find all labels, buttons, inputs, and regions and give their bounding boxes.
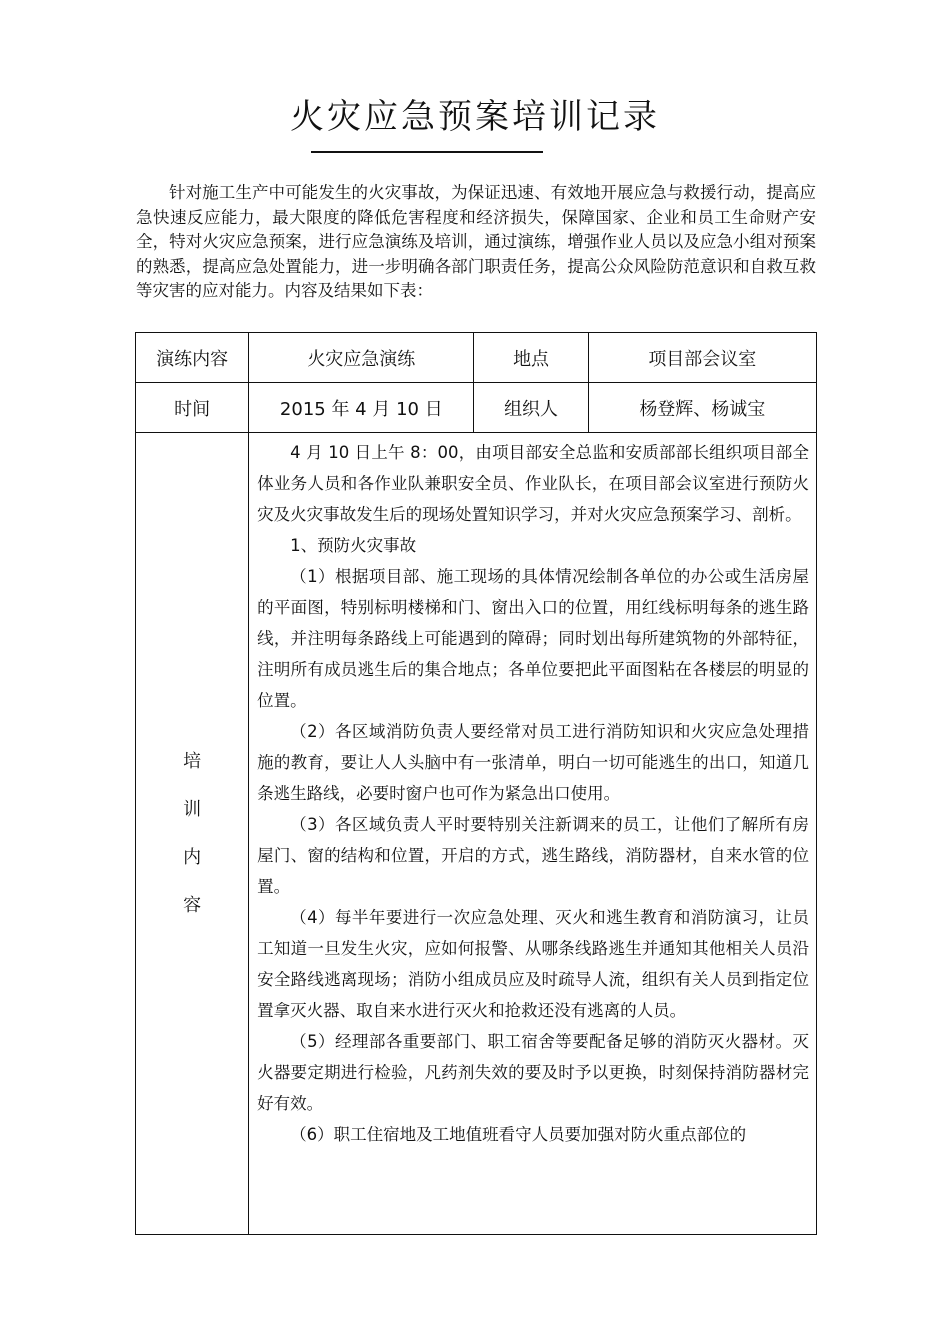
content-paragraph: 1、预防火灾事故 [290,536,417,555]
content-paragraph: （1）根据项目部、施工现场的具体情况绘制各单位的办公或生活房屋的平面图，特别标明楼梯和门、窗出入口的位置，用红线标明每条的逃生路线，并注明每条路线上可能遇到的障碍；同时划出每所建筑物的外部特征，注明所有成员逃生后的集合地点；各单位要把此平面图粘在各楼层的明显的位置。 [257,567,809,710]
table-row [136,383,817,433]
intro-paragraph: 针对施工生产中可能发生的火灾事故，为保证迅速、有效地开展应急与救援行动，提高应急快速反应能力，最大限度的降低危害程度和经济损失，保障国家、企业和员工生命财产安全，特对火灾应急预案，进行应急演练及培训，通过演练，增强作业人员以及应急小组对预案的熟悉，提高应急处置能力，进一步明确各部门职责任务，提高公众风险防范意识和自救互救等灾害的应对能力。内容及结果如下表： [136,183,816,300]
content-paragraph: （6）职工住宿地及工地值班看守人员要加强对防火重点部位的 [290,1125,747,1144]
organizer-label: 组织人 [474,383,588,433]
label-char: 容 [183,894,202,916]
content-paragraph: （5）经理部各重要部门、职工宿舍等要配备足够的消防灭火器材。灭火器要定期进行检验，凡药剂失效的要及时予以更换，时刻保持消防器材完好有效。 [257,1032,809,1113]
content-paragraph: （4）每半年要进行一次应急处理、灭火和逃生教育和消防演习，让员工知道一旦发生火灾，应如何报警、从哪条线路逃生并通知其他相关人员沿安全路线逃离现场；消防小组成员应及时疏导人流，组织有关人员到指定位置拿灭火器、取自来水进行灭火和抢救还没有逃离的人员。 [257,908,809,1020]
location-value: 项目部会议室 [588,333,816,383]
training-record-table [135,332,817,1235]
table-row [136,433,817,1235]
label-char: 培 [183,750,202,772]
document-title: 火灾应急预案培训记录 [290,97,660,137]
content-paragraph: （2）各区域消防负责人要经常对员工进行消防知识和火灾应急处理措施的教育，要让人人头脑中有一张清单，明白一切可能逃生的出口，知道几条逃生路线，必要时窗户也可作为紧急出口使用。 [257,722,809,803]
training-content-body [249,433,817,1235]
drill-content-label: 演练内容 [136,333,249,383]
label-char: 内 [183,846,202,868]
content-paragraph: 4 月 10 日上午 8：00，由项目部安全总监和安质部部长组织项目部全体业务人员和各作业队兼职安全员、作业队长，在项目部会议室进行预防火灾及火灾事故发生后的现场处置知识学习，并对火灾应急预案学习、剖析。 [257,443,809,524]
drill-content-value: 火灾应急演练 [249,333,474,383]
training-content-label [136,433,249,1235]
time-value: 2015 年 4 月 10 日 [249,383,474,433]
organizer-value: 杨登辉、杨诚宝 [588,383,816,433]
time-label: 时间 [136,383,249,433]
label-char: 训 [183,798,202,820]
location-label: 地点 [474,333,588,383]
title-underline [311,151,543,153]
content-paragraph: （3）各区域负责人平时要特别关注新调来的员工，让他们了解所有房屋门、窗的结构和位置，开启的方式，逃生路线，消防器材，自来水管的位置。 [257,815,809,896]
table-row [136,333,817,383]
